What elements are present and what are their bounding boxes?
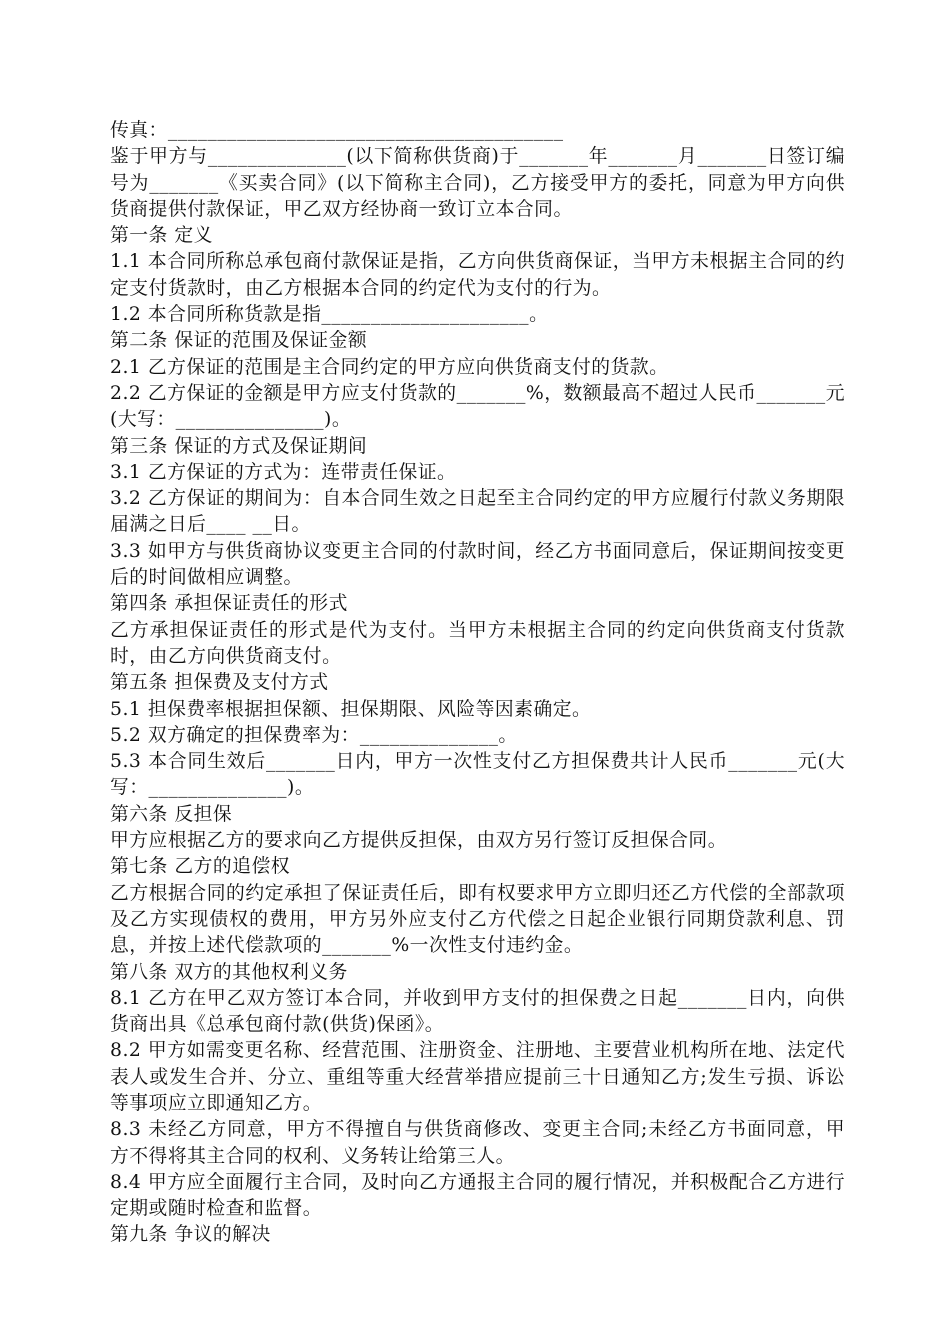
clause-5-2: 5.2 双方确定的担保费率为：______________。 bbox=[110, 724, 518, 746]
fax-line: 传真：________________________________________ bbox=[110, 120, 564, 141]
article-5-heading: 第五条 担保费及支付方式 bbox=[110, 672, 329, 694]
contract-document-body bbox=[110, 118, 845, 1249]
clause-8-2: 8.2 甲方如需变更名称、经营范围、注册资金、注册地、主要营业机构所在地、法定代表人或发生合并、分立、重组等重大经营举措应提前三十日通知乙方;发生亏损、诉讼等事项应立即通知乙方。 bbox=[110, 1040, 845, 1114]
clause-2-1: 2.1 乙方保证的范围是主合同约定的甲方应向供货商支付的货款。 bbox=[110, 356, 669, 378]
article-4-heading: 第四条 承担保证责任的形式 bbox=[110, 593, 348, 615]
article-6-heading: 第六条 反担保 bbox=[110, 803, 233, 825]
clause-5-1: 5.1 担保费率根据担保额、担保期限、风险等因素确定。 bbox=[110, 698, 592, 720]
article-1-heading: 第一条 定义 bbox=[110, 225, 213, 247]
article-7-paragraph: 乙方根据合同的约定承担了保证责任后，即有权要求甲方立即归还乙方代偿的全部款项及乙方实现债权的费用，甲方另外应支付乙方代偿之日起企业银行同期贷款利息、罚息，并按上述代偿款项的_______%一次性支付违约金。 bbox=[110, 882, 845, 957]
clause-3-1: 3.1 乙方保证的方式为：连带责任保证。 bbox=[110, 461, 457, 483]
clause-2-2: 2.2 乙方保证的金额是甲方应支付货款的_______%，数额最高不超过人民币_______元(大写：_______________)。 bbox=[110, 382, 845, 431]
clause-3-3: 3.3 如甲方与供货商协议变更主合同的付款时间，经乙方书面同意后，保证期间按变更后的时间做相应调整。 bbox=[110, 540, 845, 589]
clause-8-4: 8.4 甲方应全面履行主合同，及时向乙方通报主合同的履行情况，并积极配合乙方进行定期或随时检查和监督。 bbox=[110, 1171, 845, 1220]
article-7-heading: 第七条 乙方的追偿权 bbox=[110, 856, 291, 878]
article-6-paragraph: 甲方应根据乙方的要求向乙方提供反担保，由双方另行签订反担保合同。 bbox=[110, 830, 727, 852]
clause-5-3: 5.3 本合同生效后_______日内，甲方一次性支付乙方担保费共计人民币_______元(大写：______________)。 bbox=[110, 751, 845, 799]
clause-8-1: 8.1 乙方在甲乙双方签订本合同，并收到甲方支付的担保费之日起_______日内，向供货商出具《总承包商付款(供货)保函》。 bbox=[110, 987, 845, 1036]
clause-1-1: 1.1 本合同所称总承包商付款保证是指，乙方向供货商保证，当甲方未根据主合同的约定支付货款时，由乙方根据本合同的约定代为支付的行为。 bbox=[110, 251, 845, 299]
article-8-heading: 第八条 双方的其他权利义务 bbox=[110, 961, 348, 983]
article-3-heading: 第三条 保证的方式及保证期间 bbox=[110, 435, 368, 457]
clause-1-2: 1.2 本合同所称货款是指_____________________。 bbox=[110, 304, 549, 326]
clause-8-3: 8.3 未经乙方同意，甲方不得擅自与供货商修改、变更主合同;未经乙方书面同意，甲方不得将其主合同的权利、义务转让给第三人。 bbox=[110, 1119, 845, 1167]
clause-3-2: 3.2 乙方保证的期间为：自本合同生效之日起至主合同约定的甲方应履行付款义务期限届满之日后____ __日。 bbox=[110, 488, 845, 536]
preamble-paragraph: 鉴于甲方与______________(以下简称供货商)于_______年_______月_______日签订编号为_______《买卖合同》(以下简称主合同)，乙方接受甲方的委托，同意为甲方向供货商提供付款保证，甲乙双方经协商一致订立本合同。 bbox=[110, 146, 845, 220]
article-2-heading: 第二条 保证的范围及保证金额 bbox=[110, 330, 368, 352]
article-9-heading: 第九条 争议的解决 bbox=[110, 1224, 271, 1246]
article-4-paragraph: 乙方承担保证责任的形式是代为支付。当甲方未根据主合同的约定向供货商支付货款时，由乙方向供货商支付。 bbox=[110, 619, 845, 667]
